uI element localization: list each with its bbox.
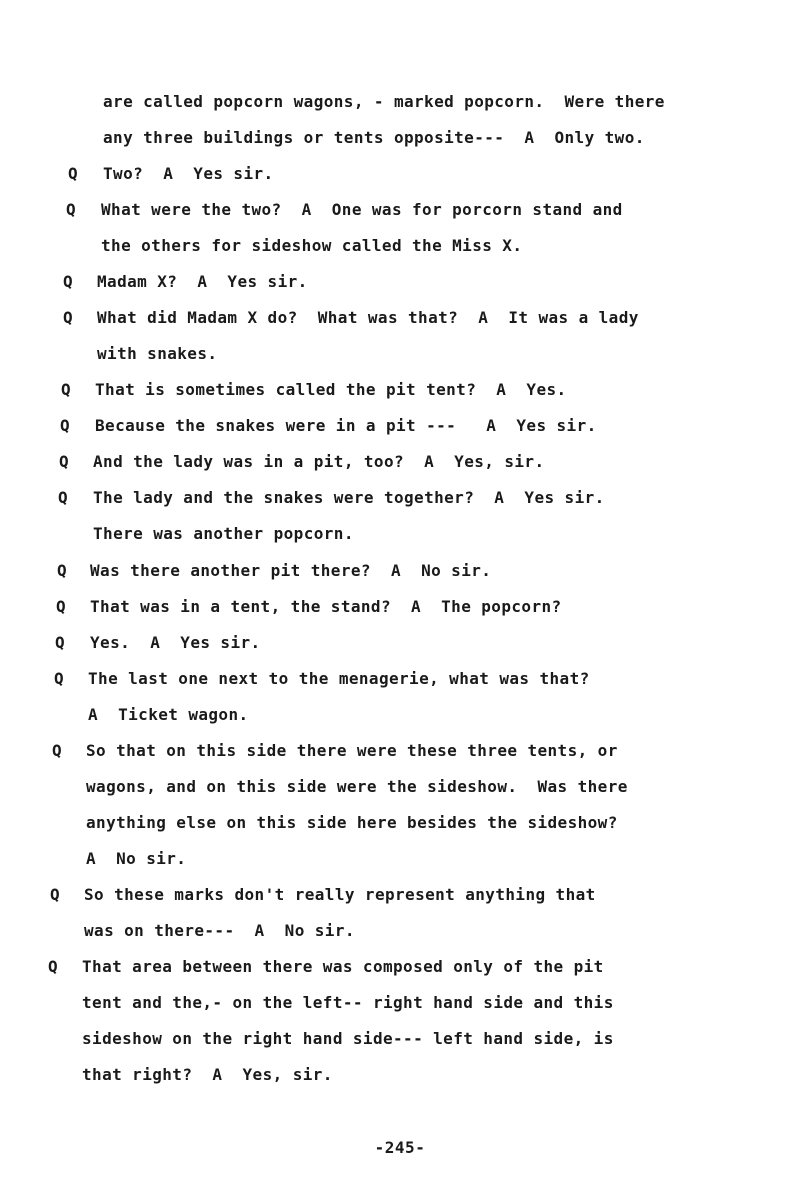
transcript-line: Two? A Yes sir. [103,164,274,183]
speaker-marker: Q [52,741,62,760]
speaker-marker: Q [63,308,73,327]
transcript-line: Madam X? A Yes sir. [97,272,308,291]
transcript-line: wagons, and on this side were the sideshow. Was there [86,777,628,796]
transcript-line: anything else on this side here besides the sideshow? [86,813,618,832]
page-number: -245- [374,1138,426,1157]
speaker-marker: Q [48,957,58,976]
transcript-line: A Ticket wagon. [88,705,249,724]
transcript-line: There was another popcorn. [93,524,354,543]
transcript-line: Because the snakes were in a pit --- A Yes sir. [95,416,597,435]
transcript-line: The last one next to the menagerie, what was that? [88,669,590,688]
speaker-marker: Q [63,272,73,291]
speaker-marker: Q [57,561,67,580]
transcript-line: was on there--- A No sir. [84,921,355,940]
transcript-line: A No sir. [86,849,187,868]
speaker-marker: Q [59,452,69,471]
speaker-marker: Q [60,416,70,435]
transcript-line: The lady and the snakes were together? A Yes sir. [93,488,605,507]
speaker-marker: Q [66,200,76,219]
transcript-line: And the lady was in a pit, too? A Yes, sir. [93,452,545,471]
transcript-line: That was in a tent, the stand? A The popcorn? [90,597,562,616]
transcript-line: tent and the,- on the left-- right hand side and this [82,993,614,1012]
transcript-line: What were the two? A One was for porcorn stand and [101,200,623,219]
speaker-marker: Q [58,488,68,507]
transcript-line: with snakes. [97,344,218,363]
transcript-line: So these marks don't really represent anything that [84,885,596,904]
speaker-marker: Q [50,885,60,904]
transcript-line: the others for sideshow called the Miss X. [101,236,523,255]
speaker-marker: Q [68,164,78,183]
speaker-marker: Q [55,633,65,652]
speaker-marker: Q [56,597,66,616]
transcript-line: So that on this side there were these three tents, or [86,741,618,760]
transcript-line: sideshow on the right hand side--- left hand side, is [82,1029,614,1048]
transcript-line: that right? A Yes, sir. [82,1065,333,1084]
speaker-marker: Q [54,669,64,688]
transcript-line: That is sometimes called the pit tent? A Yes. [95,380,567,399]
transcript-line: That area between there was composed only of the pit [82,957,604,976]
transcript-line: Was there another pit there? A No sir. [90,561,492,580]
transcript-line: are called popcorn wagons, - marked popcorn. Were there [103,92,665,111]
speaker-marker: Q [61,380,71,399]
transcript-line: Yes. A Yes sir. [90,633,261,652]
transcript-line: any three buildings or tents opposite--- A Only two. [103,128,645,147]
transcript-line: What did Madam X do? What was that? A It was a lady [97,308,639,327]
